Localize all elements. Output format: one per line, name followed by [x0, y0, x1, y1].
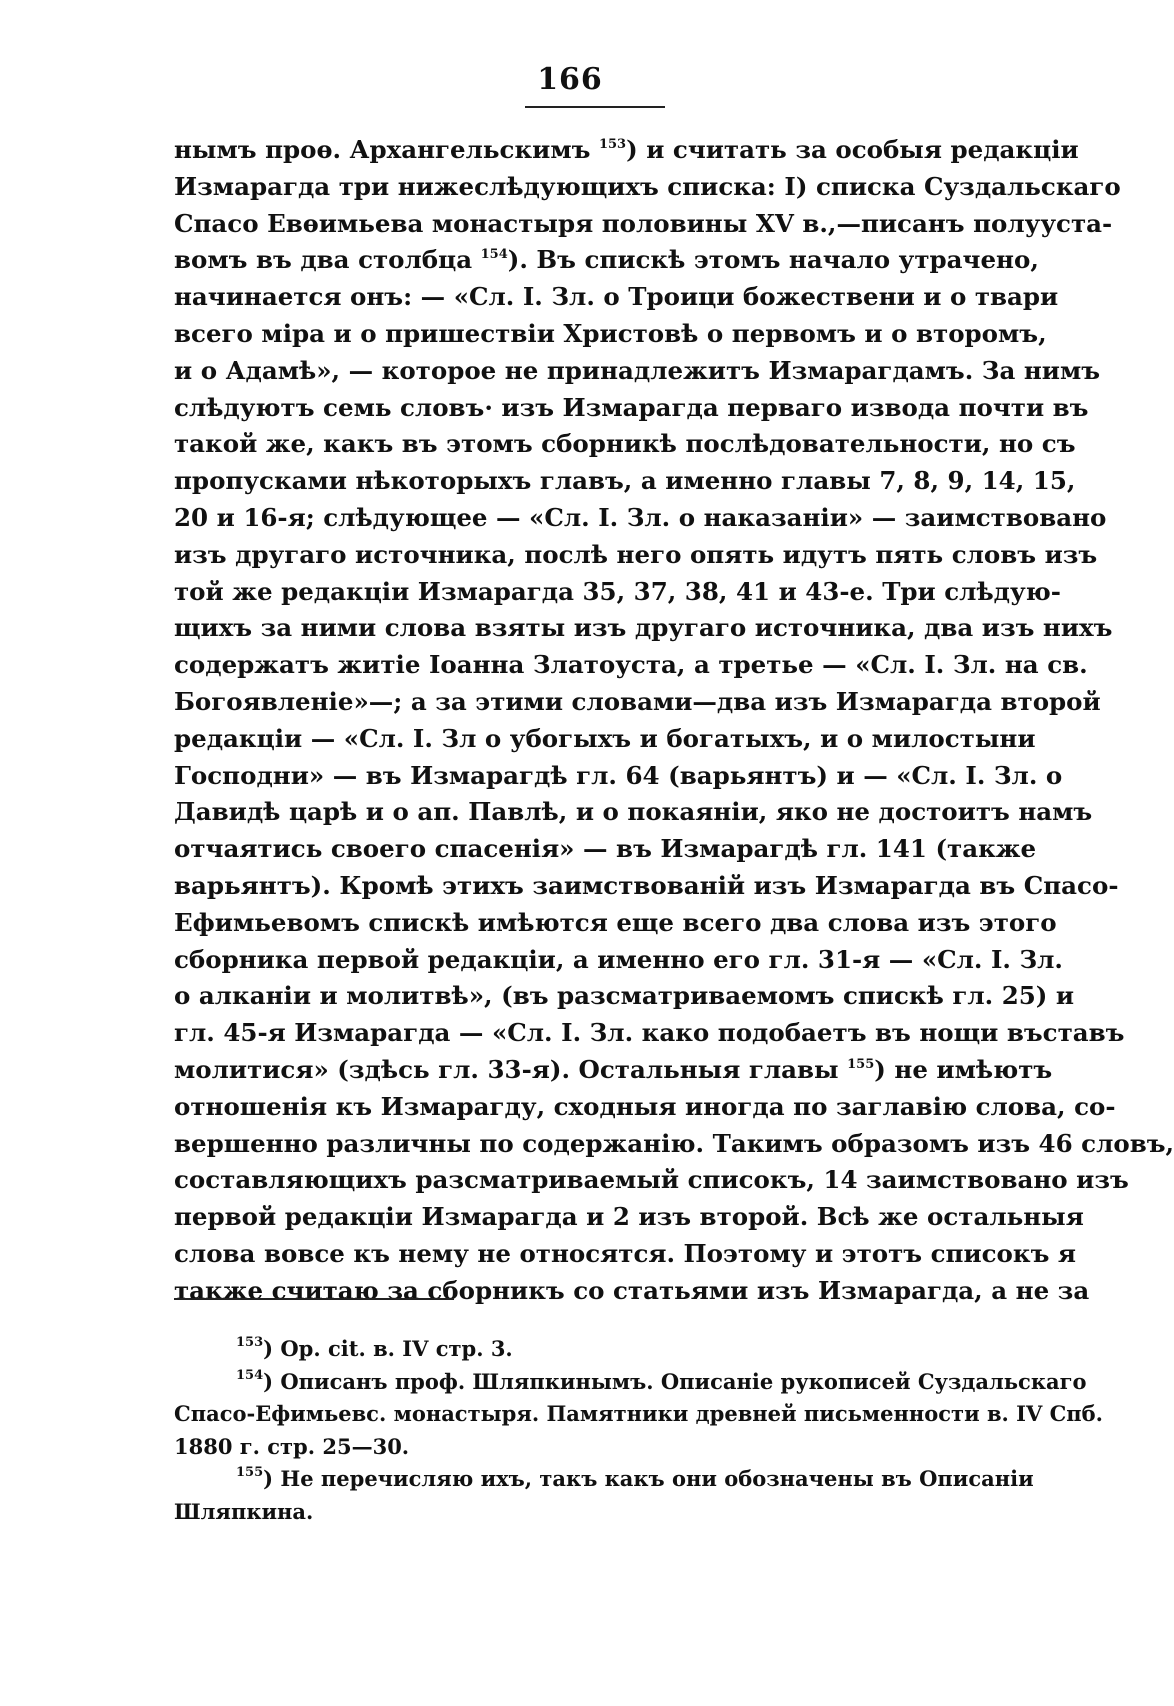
- text-line: [174, 1236, 1076, 1273]
- footnote-divider: [174, 1298, 454, 1300]
- text-segment: редакціи — «Сл. I. Зл о убогыхъ и богатыхъ, и о милостыни: [174, 723, 1036, 753]
- text-line: [174, 1052, 1053, 1089]
- text-line: [174, 353, 1101, 390]
- text-line: [174, 574, 1061, 611]
- text-segment: Богоявленіе»—; а за этими словами—два изъ Измарагда второй: [174, 686, 1101, 716]
- text-segment: вершенно различны по содержанію. Такимъ образомъ изъ 46 словъ,: [174, 1128, 1174, 1158]
- page-number: 166: [537, 62, 603, 97]
- footnote-line: [174, 1496, 1026, 1529]
- text-line: [174, 426, 1076, 463]
- text-segment: гл. 45-я Измарагда — «Сл. I. Зл. како подобаетъ въ нощи въставъ: [174, 1018, 1125, 1048]
- text-segment: такой же, какъ въ этомъ сборникѣ послѣдовательности, но съ: [174, 429, 1076, 459]
- text-segment: ) и считать за особыя редакціи: [626, 135, 1079, 164]
- footnote-reference: 153: [598, 137, 627, 152]
- footnote-reference: 155: [847, 1056, 875, 1072]
- text-line: [174, 942, 1063, 979]
- footnote-line: $^{155}$) Не перечисляю ихъ, такъ какъ они обозначены въ Описаніи: [236, 1465, 1034, 1491]
- text-line: [174, 978, 1075, 1015]
- text-line: [174, 537, 1098, 574]
- text-line: [174, 758, 1063, 795]
- text-segment: изъ другаго источника, послѣ него опять идутъ пять словъ изъ: [174, 539, 1098, 569]
- text-segment: слѣдуютъ семь словъ· изъ Измарагда перваго извода почти въ: [174, 392, 1089, 422]
- text-line: [174, 1273, 1090, 1310]
- text-line: [174, 1015, 1125, 1052]
- text-line: [174, 463, 1076, 500]
- page-number-rule: [525, 106, 665, 108]
- text-line: [174, 500, 1107, 537]
- footnote-mark: 153: [236, 1335, 264, 1350]
- footnote-reference: 154: [480, 247, 508, 263]
- text-segment: нымъ проѳ. Архангельскимъ: [174, 135, 599, 164]
- text-line: [174, 1126, 1174, 1163]
- text-line: [174, 1089, 1116, 1126]
- footnote-line: [174, 1431, 1026, 1464]
- text-segment: пропусками нѣкоторыхъ главъ, а именно главы 7, 8, 9, 14, 15,: [174, 466, 1076, 496]
- text-line: [174, 684, 1101, 721]
- footnote-line: $^{154}$) Описанъ проф. Шляпкинымъ. Описаніе рукописей Суздальскаго: [236, 1367, 1087, 1394]
- text-segment: и о Адамѣ», — которое не принадлежитъ Измарагдамъ. За нимъ: [174, 355, 1101, 385]
- text-segment: Ефимьевомъ спискѣ имѣются еще всего два слова изъ этого: [174, 907, 1057, 937]
- text-segment: щихъ за ними слова взяты изъ другаго источника, два изъ нихъ: [174, 613, 1113, 643]
- text-segment: вомъ въ два столбца: [174, 245, 481, 275]
- text-line: [174, 169, 1121, 206]
- footnote-text: Описанъ проф. Шляпкинымъ. Описаніе рукописей Суздальскаго: [280, 1368, 1087, 1394]
- text-line: [174, 132, 1079, 169]
- text-line: [174, 206, 1113, 243]
- footnote-text: Шляпкина.: [174, 1498, 314, 1524]
- text-segment: отчаятись своего спасенія» — въ Измарагдѣ гл. 141 (также: [174, 834, 1037, 864]
- footnote-mark: 154: [236, 1367, 264, 1383]
- text-segment: отношенія къ Измарагду, сходныя иногда по заглавію слова, со-: [174, 1091, 1116, 1121]
- text-segment: ) не имѣютъ: [874, 1054, 1053, 1084]
- footnote-text: Не перечисляю ихъ, такъ какъ они обозначены въ Описаніи: [280, 1466, 1034, 1491]
- text-segment: 20 и 16-я; слѣдующее — «Сл. I. Зл. о наказаніи» — заимствовано: [174, 502, 1107, 532]
- text-line: [174, 279, 1059, 316]
- footnote-mark: 155: [236, 1465, 264, 1480]
- text-line: [174, 868, 1119, 905]
- footnote-text: 1880 г. стр. 25—30.: [174, 1433, 410, 1459]
- text-line: [174, 316, 1047, 353]
- text-segment: Измарагда три нижеслѣдующихъ списка: I) списка Суздальскаго: [174, 171, 1121, 201]
- text-segment: Господни» — въ Измарагдѣ гл. 64 (варьянтъ) и — «Сл. I. Зл. о: [174, 760, 1063, 790]
- text-line: [174, 610, 1113, 647]
- text-segment: начинается онъ: — «Сл. I. Зл. о Троици божествени и о твари: [174, 282, 1059, 312]
- text-segment: ). Въ спискѣ этомъ начало утрачено,: [507, 245, 1039, 275]
- main-text: [174, 132, 1174, 1310]
- footnote-text: Спасо-Ефимьевс. монастыря. Памятники древней письменности в. IV Спб.: [174, 1401, 1103, 1426]
- text-segment: варьянтъ). Кромѣ этихъ заимствованій изъ Измарагда въ Спасо-: [174, 870, 1119, 900]
- text-line: [174, 647, 1088, 684]
- text-line: [174, 794, 1093, 831]
- text-segment: всего міра и о пришествіи Христовѣ о первомъ и о второмъ,: [174, 318, 1047, 348]
- footnote-line: $^{153}$) Op. cit. в. IV стр. 3.: [236, 1335, 513, 1361]
- text-segment: также считаю за сборникъ со статьями изъ Измарагда, а не за: [174, 1275, 1090, 1305]
- footnote-line: [174, 1398, 1103, 1431]
- text-segment: содержатъ житіе Іоанна Златоуста, а третье — «Сл. I. Зл. на св.: [174, 650, 1088, 680]
- text-segment: Спасо Евѳимьева монастыря половины XV в.,—писанъ полууста-: [174, 208, 1113, 238]
- text-segment: Давидѣ царѣ и о ап. Павлѣ, и о покаяніи, яко не достоитъ намъ: [174, 797, 1093, 827]
- text-segment: той же редакціи Измарагда 35, 37, 38, 41 и 43-е. Три слѣдую-: [174, 576, 1061, 606]
- text-line: [174, 905, 1057, 942]
- text-line: [174, 390, 1089, 427]
- text-segment: молитися» (здѣсь гл. 33-я). Остальныя главы: [174, 1054, 848, 1084]
- footnotes: [174, 1333, 1103, 1528]
- text-line: [174, 721, 1036, 758]
- text-line: [174, 242, 1039, 279]
- text-segment: первой редакціи Измарагда и 2 изъ второй. Всѣ же остальныя: [174, 1202, 1084, 1232]
- text-line: [174, 831, 1037, 868]
- text-line: [174, 1199, 1084, 1236]
- text-segment: составляющихъ разсматриваемый списокъ, 14 заимствовано изъ: [174, 1165, 1129, 1195]
- footnote-text: Op. cit. в. IV стр. 3.: [280, 1336, 513, 1361]
- text-line: [174, 1162, 1129, 1199]
- text-segment: слова вовсе къ нему не относятся. Поэтому и этотъ списокъ я: [174, 1238, 1076, 1268]
- text-segment: о алканіи и молитвѣ», (въ разсматриваемомъ спискѣ гл. 25) и: [174, 981, 1075, 1011]
- text-segment: сборника первой редакціи, а именно его гл. 31-я — «Сл. I. Зл.: [174, 944, 1063, 974]
